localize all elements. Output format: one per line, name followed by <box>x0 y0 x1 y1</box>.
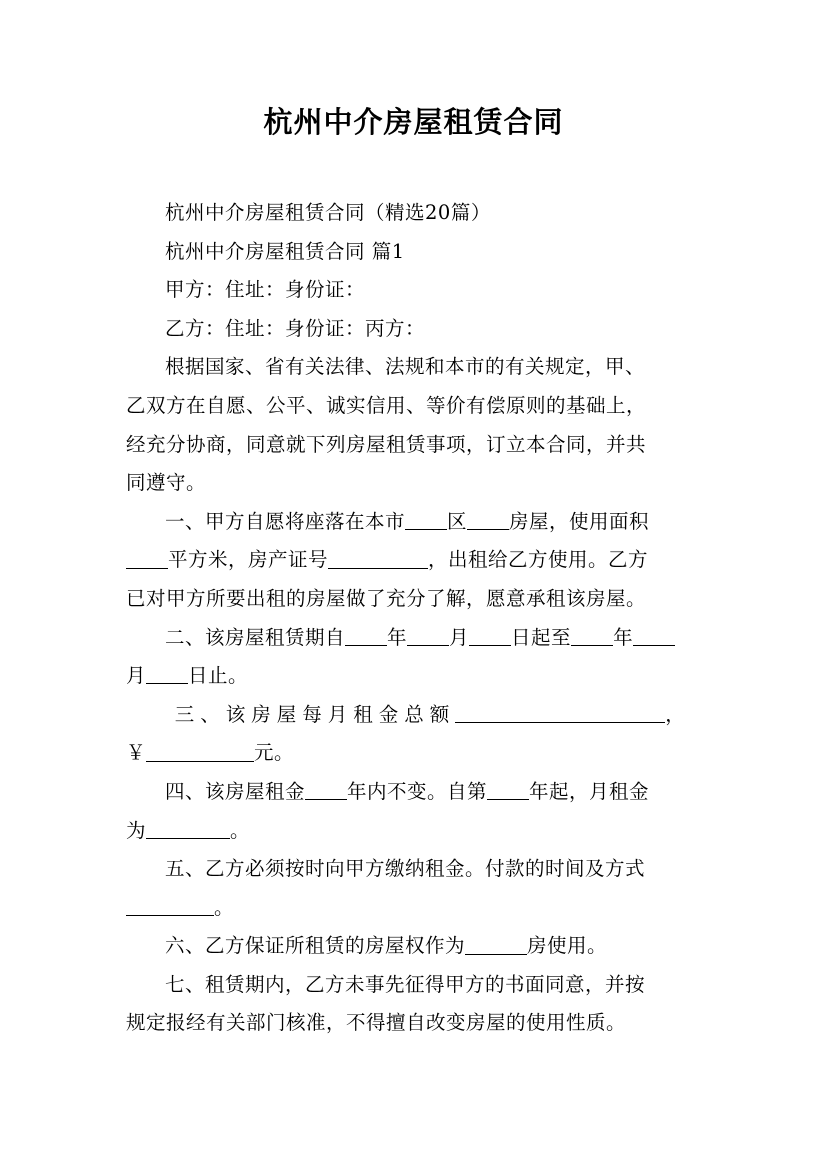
paragraph-4-line-2 <box>126 734 702 773</box>
clause-text: 月 <box>449 625 470 649</box>
clause-text: 房使用。 <box>527 934 608 958</box>
document-body <box>126 194 702 1043</box>
document-title: 杭州中介房屋租赁合同 <box>263 105 564 139</box>
clause-text: 二、该房屋租赁期自 <box>165 625 346 649</box>
blank-new-monthly-rent[interactable] <box>146 818 230 839</box>
clause-text: 平方米，房产证号 <box>168 548 329 572</box>
blank-area[interactable] <box>126 548 168 569</box>
clause-text: 日起至 <box>511 625 572 649</box>
paragraph-1-line-4: 同遵守。 <box>126 471 207 495</box>
blank-end-year[interactable] <box>571 625 613 646</box>
blank-end-day[interactable] <box>146 664 188 685</box>
text-line-section-heading: 杭州中介房屋租赁合同 篇1 <box>165 239 405 263</box>
paragraph-8-line-1: 七、租赁期内，乙方未事先征得甲方的书面同意，并按 <box>165 972 646 996</box>
clause-text: 房屋，使用面积 <box>509 509 650 533</box>
blank-start-year[interactable] <box>345 625 387 646</box>
clause-text: 日止。 <box>188 664 249 688</box>
clause-text: 年内不变。自第 <box>347 779 488 803</box>
clause-text: 。 <box>230 818 251 842</box>
paragraph-4-line-1 <box>126 696 702 735</box>
clause-text: 区 <box>447 509 468 533</box>
blank-certificate-number[interactable] <box>328 548 428 569</box>
blank-end-month-start[interactable] <box>633 625 675 646</box>
currency-symbol: ￥ <box>126 741 147 765</box>
blank-fixed-years[interactable] <box>305 780 347 801</box>
paragraph-7-line-1 <box>126 927 702 966</box>
clause-text: 为 <box>126 818 147 842</box>
paragraph-1-line-1: 根据国家、省有关法律、法规和本市的有关规定，甲、 <box>165 355 646 379</box>
clause-text: 年 <box>613 625 634 649</box>
clause-text: 。 <box>214 895 235 919</box>
paragraph-1-line-2: 乙双方在自愿、公平、诚实信用、等价有偿原则的基础上， <box>126 393 647 417</box>
blank-district[interactable] <box>405 510 447 531</box>
paragraph-2-line-1 <box>126 503 702 542</box>
paragraph-2-line-3: 已对甲方所要出租的房屋做了充分了解，愿意承租该房屋。 <box>126 586 647 610</box>
paragraph-3-line-2 <box>126 657 702 696</box>
blank-start-month[interactable] <box>407 625 449 646</box>
paragraph-5-line-1 <box>126 773 702 812</box>
clause-text: ，出租给乙方使用。乙方 <box>428 548 649 572</box>
blank-payment-method[interactable] <box>126 896 214 917</box>
paragraph-6-line-1: 五、乙方必须按时向甲方缴纳租金。付款的时间及方式 <box>165 857 646 881</box>
paragraph-5-line-2 <box>126 812 702 851</box>
blank-from-year[interactable] <box>487 780 529 801</box>
text-line-party-a: 甲方：住址：身份证： <box>165 278 366 302</box>
blank-monthly-rent-amount[interactable] <box>146 741 254 762</box>
clause-text: ， <box>665 702 691 726</box>
paragraph-8-line-2: 规定报经有关部门核准，不得擅自改变房屋的使用性质。 <box>126 1011 627 1035</box>
clause-text: 四、该房屋租金 <box>165 779 306 803</box>
clause-text: 年起，月租金 <box>529 779 650 803</box>
clause-text: 年 <box>387 625 408 649</box>
paragraph-6-line-2 <box>126 889 702 928</box>
paragraph-1-line-3: 经充分协商，同意就下列房屋租赁事项，订立本合同，并共 <box>126 432 647 456</box>
paragraph-2-line-2 <box>126 541 702 580</box>
text-line-subtitle: 杭州中介房屋租赁合同（精选20篇） <box>165 201 491 224</box>
clause-text: 三、该房屋每月租金总额 <box>174 702 456 726</box>
clause-text: 元。 <box>254 741 295 765</box>
clause-text: 一、甲方自愿将座落在本市 <box>165 509 406 533</box>
blank-usage-type[interactable] <box>465 934 527 955</box>
blank-monthly-rent-total[interactable] <box>455 703 665 724</box>
blank-house[interactable] <box>467 510 509 531</box>
text-line-party-b: 乙方：住址：身份证：丙方： <box>165 316 426 340</box>
clause-text: 月 <box>126 664 147 688</box>
clause-text: 六、乙方保证所租赁的房屋权作为 <box>165 934 466 958</box>
paragraph-3-line-1 <box>126 619 702 658</box>
blank-start-day[interactable] <box>469 625 511 646</box>
